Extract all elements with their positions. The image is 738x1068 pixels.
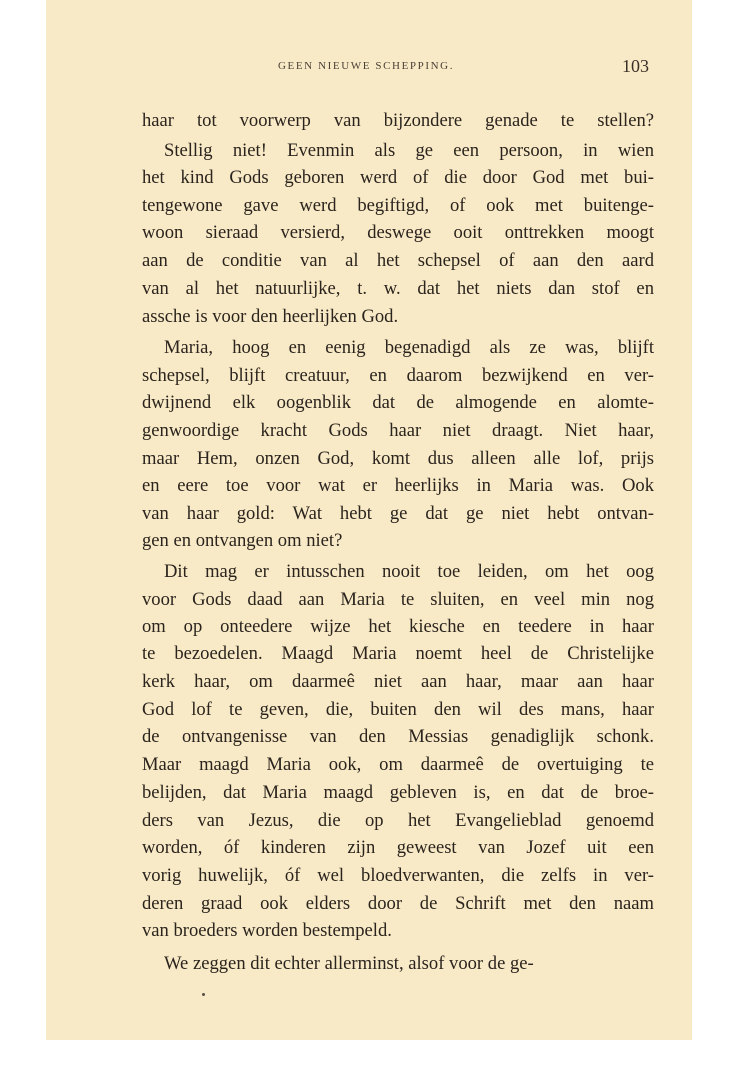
text-line: Dit mag er intusschen nooit toe leiden, om het oog	[164, 561, 654, 582]
text-line: kerk haar, om daarmeê niet aan haar, maar aan haar	[142, 671, 654, 692]
text-line: woon sieraad versierd, deswege ooit onttrekken moogt	[142, 222, 654, 243]
text-line: dwijnend elk oogenblik dat de almogende en alomte-	[142, 392, 654, 413]
text-line: de ontvangenisse van den Messias genadiglijk schonk.	[142, 726, 654, 747]
text-line: ders van Jezus, die op het Evangelieblad genoemd	[142, 810, 654, 831]
text-line: en eere toe voor wat er heerlijks in Maria was. Ook	[142, 475, 654, 496]
book-page	[46, 0, 692, 1040]
text-line: deren graad ook elders door de Schrift met den naam	[142, 893, 654, 914]
text-line: Maar maagd Maria ook, om daarmeê de overtuiging te	[142, 754, 654, 775]
text-line: worden, óf kinderen zijn geweest van Jozef uit een	[142, 837, 654, 858]
text-line: schepsel, blijft creatuur, en daarom bezwijkend en ver-	[142, 365, 654, 386]
text-line: gen en ontvangen om niet?	[142, 530, 343, 551]
text-line: We zeggen dit echter allerminst, alsof voor de ge-	[164, 953, 534, 974]
text-line: voor Gods daad aan Maria te sluiten, en veel min nog	[142, 589, 654, 610]
text-line: maar Hem, onzen God, komt dus alleen alle lof, prijs	[142, 448, 654, 469]
text-line: vorig huwelijk, óf wel bloedverwanten, die zelfs in ver-	[142, 865, 654, 886]
text-line: om op onteedere wijze het kiesche en teedere in haar	[142, 616, 654, 637]
text-line: tengewone gave werd begiftigd, of ook met buitenge-	[142, 195, 654, 216]
text-line: genwoordige kracht Gods haar niet draagt. Niet haar,	[142, 420, 654, 441]
page-number: 103	[622, 56, 649, 76]
text-line: God lof te geven, die, buiten den wil des mans, haar	[142, 699, 654, 720]
text-line: het kind Gods geboren werd of die door God met bui-	[142, 167, 654, 188]
text-line: te bezoedelen. Maagd Maria noemt heel de Christelijke	[142, 643, 654, 664]
text-line: assche is voor den heerlijken God.	[142, 306, 399, 327]
ink-speck	[202, 993, 205, 996]
text-line: Stellig niet! Evenmin als ge een persoon, in wien	[164, 140, 654, 161]
running-title: GEEN NIEUWE SCHEPPING.	[278, 60, 455, 72]
text-line: belijden, dat Maria maagd gebleven is, en dat de broe-	[142, 782, 654, 803]
text-line: van al het natuurlijke, t. w. dat het niets dan stof en	[142, 278, 654, 299]
text-line: van haar gold: Wat hebt ge dat ge niet hebt ontvan-	[142, 503, 654, 524]
text-line: Maria, hoog en eenig begenadigd als ze was, blijft	[164, 337, 654, 358]
text-line: van broeders worden bestempeld.	[142, 920, 392, 941]
text-line: haar tot voorwerp van bijzondere genade te stellen?	[142, 110, 654, 131]
text-line: aan de conditie van al het schepsel of aan den aard	[142, 250, 654, 271]
